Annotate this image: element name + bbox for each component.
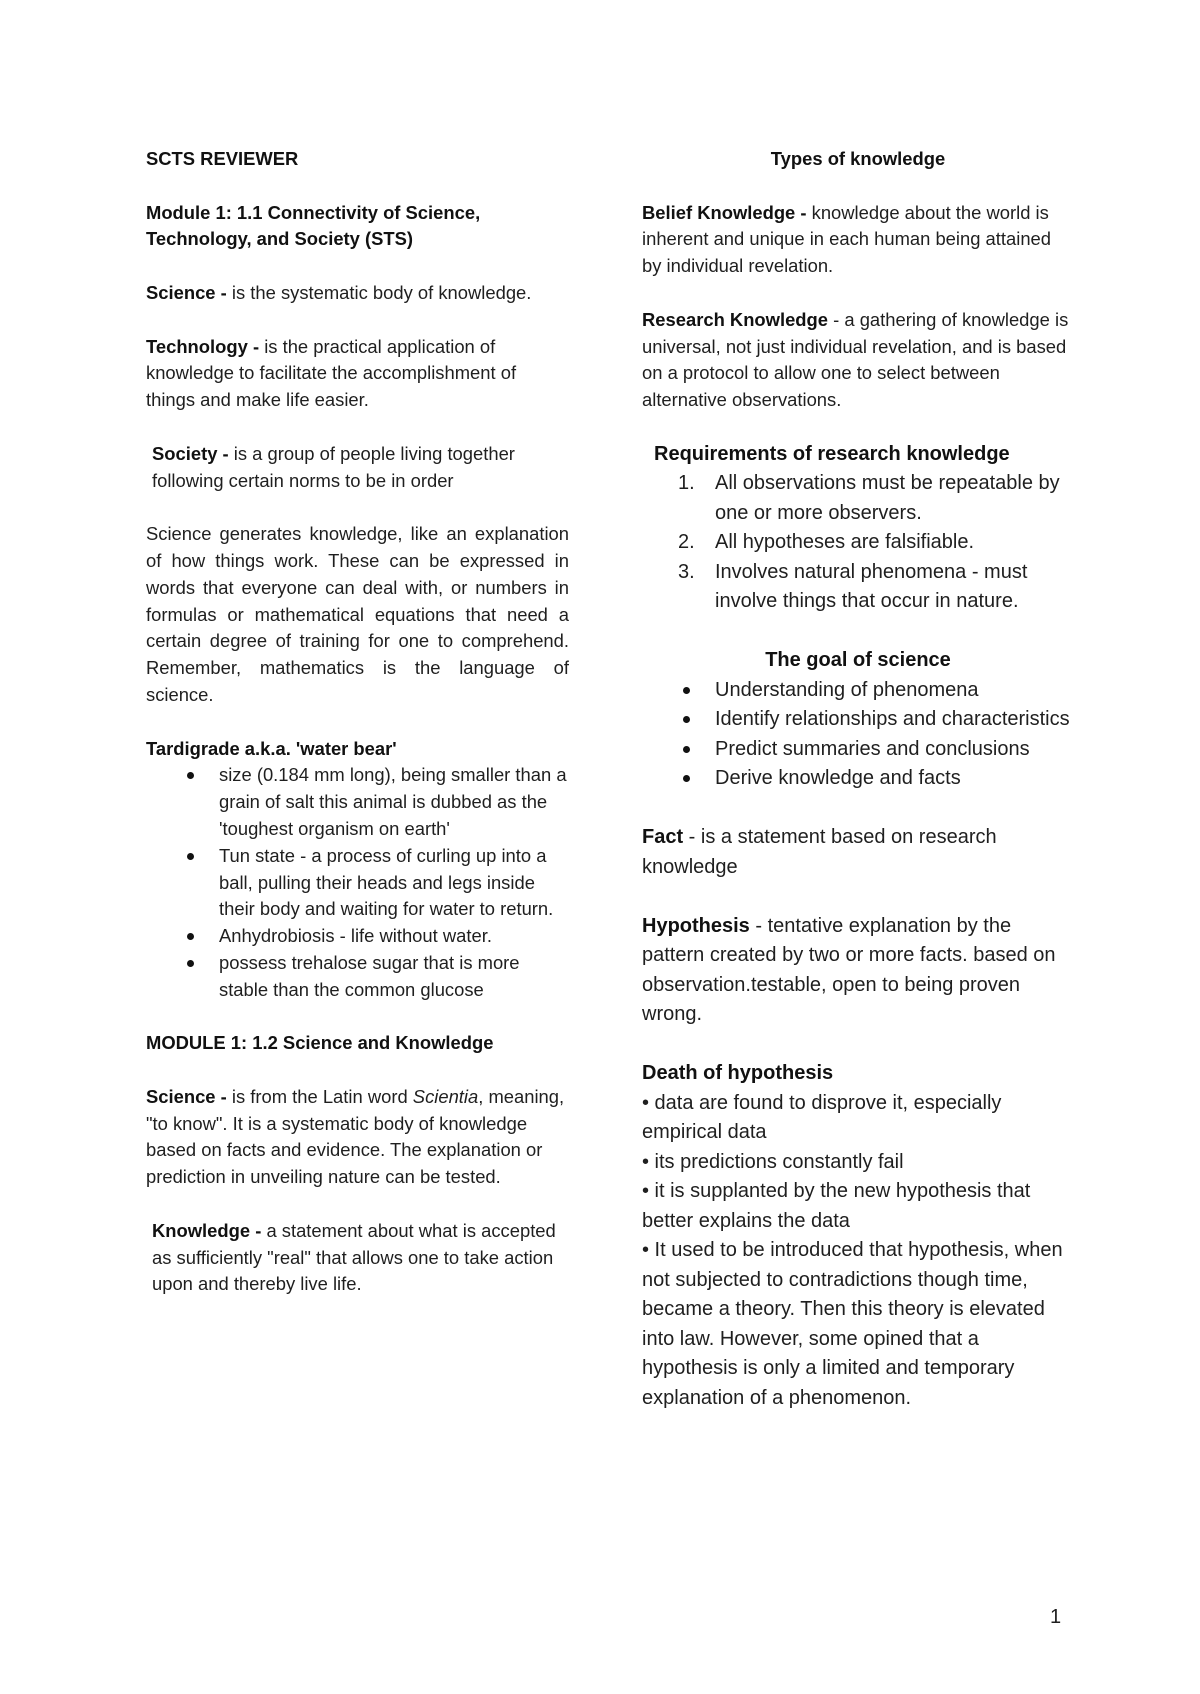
left-column	[146, 146, 569, 1298]
list-item: 1. All observations must be repeatable by one or more observers.	[678, 472, 1060, 524]
science-latin-definition: Science - is from the Latin word Scientia, meaning, "to know". It is a systematic body of knowledge based on facts and evidence. The explanation or prediction in unveiling nature can be tested.	[146, 1085, 565, 1188]
list-item: Identify relationships and characteristics	[642, 705, 1074, 735]
goal-of-science-heading: The goal of science	[765, 649, 951, 672]
list-item: Tun state - a process of curling up into a ball, pulling their heads and legs inside their body and waiting for water to return.	[146, 843, 569, 923]
technology-definition: Technology - is the practical application of knowledge to facilitate the accomplishment of things and make life easier.	[146, 335, 517, 411]
tardigrade-list	[146, 762, 569, 1003]
module-1-2-heading: MODULE 1: 1.2 Science and Knowledge	[146, 1032, 494, 1054]
list-item: • its predictions constantly fail	[642, 1150, 904, 1173]
list-item: 3. Involves natural phenomena - must involve things that occur in nature.	[678, 560, 1028, 613]
list-item: • it is supplanted by the new hypothesis that better explains the data	[642, 1180, 1031, 1232]
belief-knowledge-definition: Belief Knowledge - knowledge about the world is inherent and unique in each human being attained by individual revelation.	[642, 201, 1052, 277]
right-column	[642, 146, 1074, 1413]
goal-list	[642, 676, 1074, 794]
list-item: possess trehalose sugar that is more stable than the common glucose	[146, 950, 569, 1004]
list-item: Derive knowledge and facts	[642, 764, 1074, 794]
module-1-1-heading: Module 1: 1.1 Connectivity of Science, Technology, and Society (STS)	[146, 201, 481, 250]
list-item: 2. All hypotheses are falsifiable.	[678, 531, 975, 554]
list-item: Predict summaries and conclusions	[642, 735, 1074, 765]
document-title: SCTS REVIEWER	[146, 148, 299, 169]
requirements-heading: Requirements of research knowledge	[654, 442, 1010, 465]
list-item: • It used to be introduced that hypothesis, when not subjected to contradictions though time, became a theory. Then this theory is elevated into law. However, some opined that a hypothesis is only a limited and temporary explanation of a phenomenon.	[642, 1239, 1063, 1409]
tardigrade-heading: Tardigrade a.k.a. 'water bear'	[146, 737, 397, 759]
requirements-list	[642, 469, 1074, 617]
types-of-knowledge-heading: Types of knowledge	[770, 148, 946, 169]
list-item: • data are found to disprove it, especially empirical data	[642, 1091, 1002, 1144]
list-item: Understanding of phenomena	[642, 676, 1074, 706]
science-definition: Science - is the systematic body of knowledge.	[146, 281, 532, 303]
research-knowledge-definition: Research Knowledge - a gathering of knowledge is universal, not just individual revelation, and is based on a protocol to allow one to select between alternative observations.	[642, 308, 1069, 411]
page-number: 1	[1050, 1606, 1062, 1628]
list-item: size (0.184 mm long), being smaller than a grain of salt this animal is dubbed as the 'toughest organism on earth'	[146, 762, 569, 842]
society-definition: Society - is a group of people living together following certain norms to be in order	[152, 442, 515, 491]
hypothesis-definition: Hypothesis - tentative explanation by the pattern created by two or more facts. based on observation.testable, open to being proven wrong.	[642, 914, 1056, 1026]
fact-definition: Fact - is a statement based on research knowledge	[642, 826, 997, 878]
death-of-hypothesis-heading: Death of hypothesis	[642, 1062, 834, 1085]
knowledge-definition: Knowledge - a statement about what is accepted as sufficiently "real" that allows one to take action upon and thereby live life.	[152, 1219, 556, 1295]
list-item: Anhydrobiosis - life without water.	[146, 923, 569, 950]
science-paragraph: Science generates knowledge, like an explanation of how things work. These can be expressed in words that everyone can deal with, or numbers in formulas or mathematical equations that need a certain degree of training for one to comprehend. Remember, mathematics is the language of science.	[146, 523, 569, 705]
